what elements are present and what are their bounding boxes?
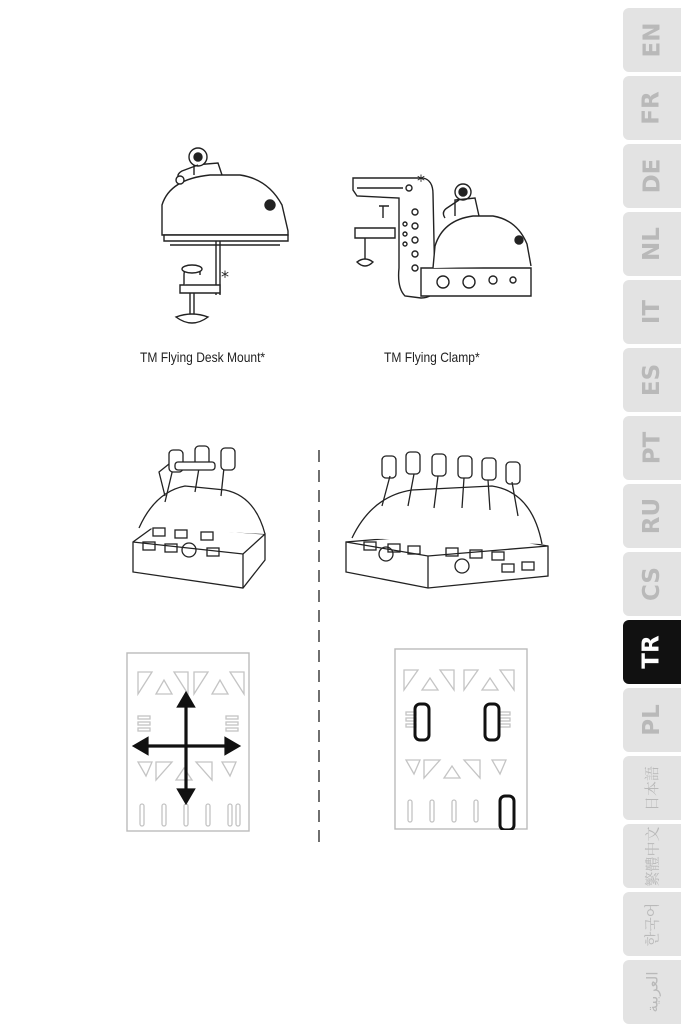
tab-de[interactable]: DE: [623, 144, 681, 208]
tab-zh-tw[interactable]: 繁體中文: [623, 824, 681, 888]
tab-ja[interactable]: 日本語: [623, 756, 681, 820]
tab-it[interactable]: IT: [623, 280, 681, 344]
tab-cs[interactable]: CS: [623, 552, 681, 616]
tab-nl[interactable]: NL: [623, 212, 681, 276]
tab-ar[interactable]: العربية: [623, 960, 681, 1024]
desk-mount-asterisk: *: [221, 267, 229, 286]
clamp-illustration: [343, 168, 533, 308]
tab-pt[interactable]: PT: [623, 416, 681, 480]
tab-pl[interactable]: PL: [623, 688, 681, 752]
tab-ko[interactable]: 한국어: [623, 892, 681, 956]
double-quadrant-illustration: [342, 446, 552, 592]
clamp-caption: TM Flying Clamp*: [384, 349, 480, 365]
clamp-asterisk: *: [417, 171, 425, 190]
tab-en[interactable]: EN: [623, 8, 681, 72]
desk-mount-illustration: [150, 135, 300, 335]
tab-ru[interactable]: RU: [623, 484, 681, 548]
tab-tr[interactable]: TR: [623, 620, 681, 684]
desk-mount-caption: TM Flying Desk Mount*: [140, 349, 266, 365]
dashed-divider: [316, 450, 322, 848]
tab-fr[interactable]: FR: [623, 76, 681, 140]
faceplate-rotate-diagram: [126, 652, 250, 832]
tab-es[interactable]: ES: [623, 348, 681, 412]
language-tabs: [623, 8, 681, 1022]
single-quadrant-illustration: [125, 442, 270, 590]
faceplate-swap-diagram: [394, 648, 528, 830]
